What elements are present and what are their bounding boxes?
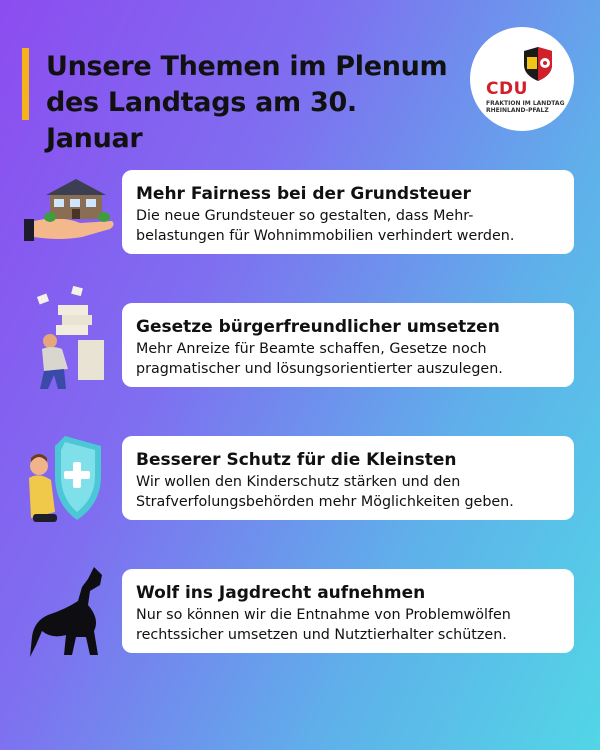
topic-card-kinderschutz xyxy=(122,436,574,520)
page-title xyxy=(46,49,456,157)
logo-subtitle xyxy=(486,100,566,114)
topic-title: Gesetze bürgerfreundlicher umsetzen xyxy=(136,317,500,337)
logo-subtitle-line-2: RHEINLAND-PFALZ xyxy=(486,107,549,114)
topic-title: Mehr Fairness bei der Grundsteuer xyxy=(136,184,471,204)
topic-text-line-1: Mehr Anreize für Beamte schaffen, Gesetze noch xyxy=(136,341,487,357)
topic-card-gesetze xyxy=(122,303,574,387)
child-with-shield-icon xyxy=(25,432,115,527)
topic-text-line-2: rechtssicher umsetzen und Nutztierhalter schützen. xyxy=(136,627,507,643)
topic-card-grundsteuer xyxy=(122,170,574,254)
logo-brand: CDU xyxy=(486,79,528,99)
topic-card-wolf xyxy=(122,569,574,653)
crest-icon xyxy=(518,47,558,81)
person-carrying-paper-stack-icon xyxy=(28,285,118,395)
topic-text-line-1: Die neue Grundsteuer so gestalten, dass Mehr- xyxy=(136,208,474,224)
title-line-1: Unsere Themen im Plenum xyxy=(46,51,448,82)
cdu-logo xyxy=(470,27,574,131)
topic-text-line-1: Nur so können wir die Entnahme von Problemwölfen xyxy=(136,607,511,623)
howling-wolf-icon xyxy=(28,565,118,660)
logo-subtitle-line-1: FRAKTION IM LANDTAG xyxy=(486,100,565,107)
accent-bar xyxy=(22,48,29,120)
topic-text-line-1: Wir wollen den Kinderschutz stärken und den xyxy=(136,474,461,490)
topic-title: Wolf ins Jagdrecht aufnehmen xyxy=(136,583,426,603)
topic-text-line-2: belastungen für Wohnimmobilien verhindert werden. xyxy=(136,228,515,244)
topic-title: Besserer Schutz für die Kleinsten xyxy=(136,450,457,470)
house-in-hand-icon xyxy=(20,175,120,245)
topic-text-line-2: pragmatischer und lösungsorientierter auszulegen. xyxy=(136,361,503,377)
title-line-2: des Landtags am 30. Januar xyxy=(46,87,357,154)
topic-text-line-2: Strafverfolungsbehörden mehr Möglichkeiten geben. xyxy=(136,494,514,510)
